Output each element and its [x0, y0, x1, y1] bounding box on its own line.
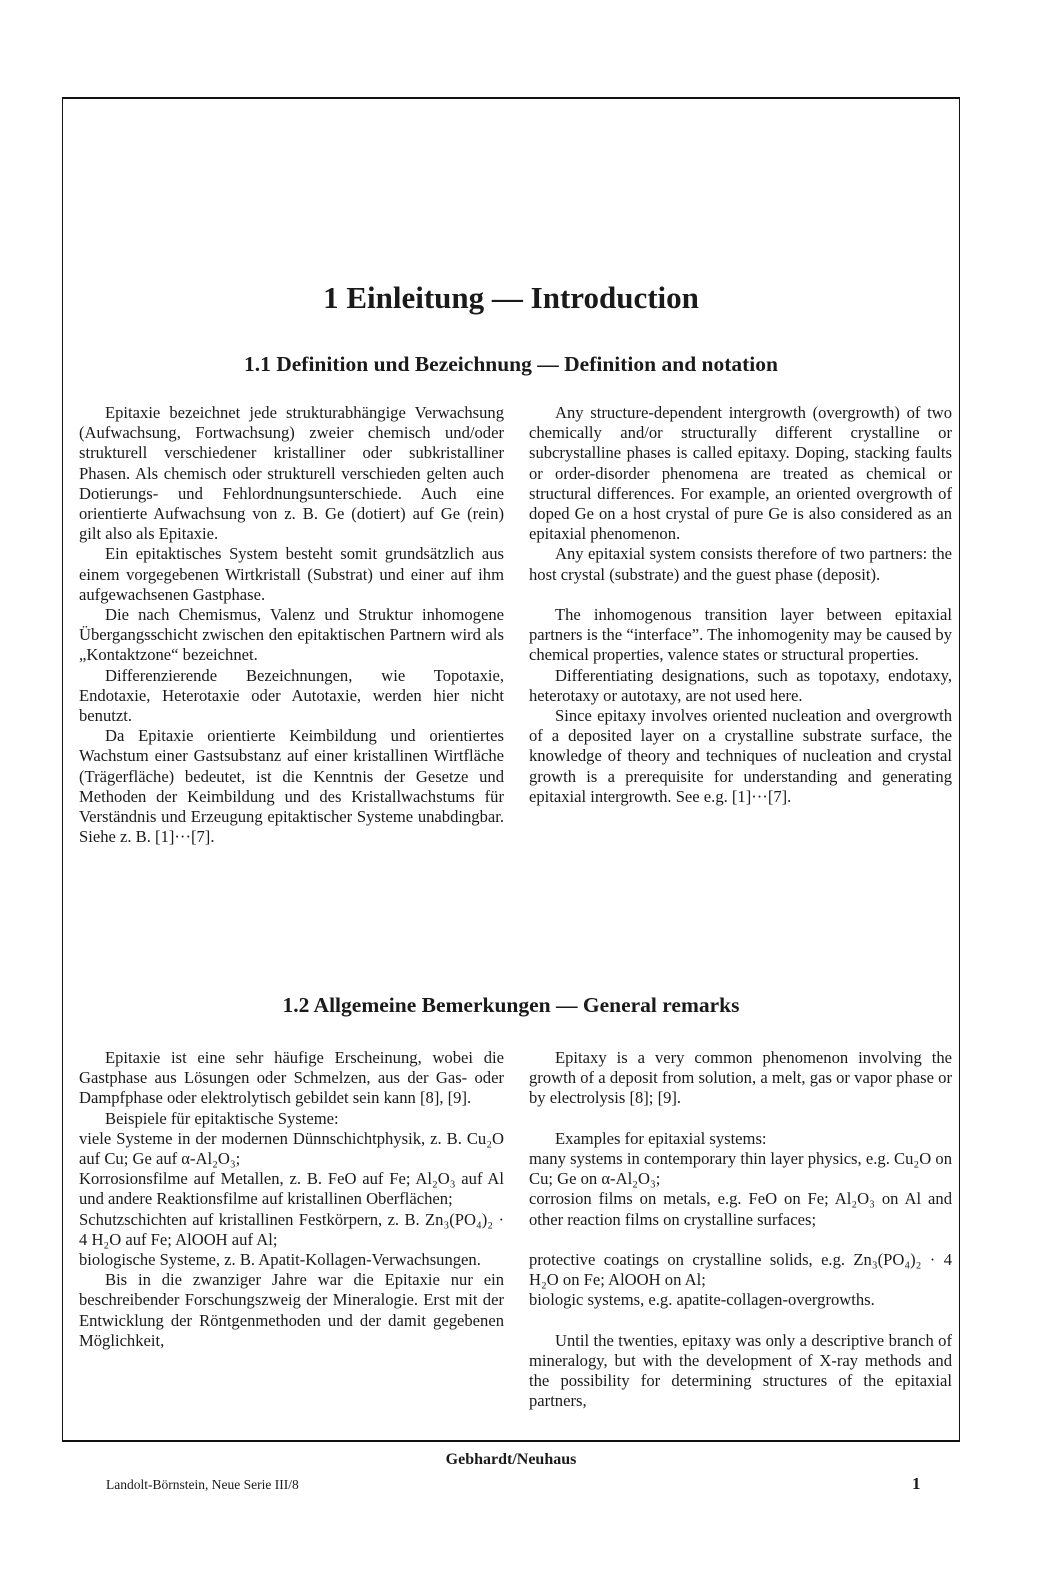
section-1-2-german-column [79, 1048, 504, 1351]
paragraph: Since epitaxy involves oriented nucleation and overgrowth of a deposited layer on a crystalline substrate surface, the knowledge of theory and techniques of nucleation and crystal growth is a prerequisite for understanding and generating epitaxial intergrowth. See e.g. [1]···[7]. [529, 706, 952, 806]
paragraph: Any structure-dependent intergrowth (overgrowth) of two chemically and/or structurally different crystalline or subcrystalline phases is called epitaxy. Doping, stacking faults or order-disorder phenomena are treated as chemical or structural differences. For example, an oriented overgrowth of doped Ge on a host crystal of pure Ge is also considered as an epitaxial phenomenon. [529, 403, 952, 544]
paragraph: Beispiele für epitaktische Systeme: [105, 1108, 339, 1128]
paragraph: Da Epitaxie orientierte Keimbildung und orientiertes Wachstum einer Gastsubstanz auf einer kristallinen Wirtfläche (Trägerfläche) bedeutet, ist die Kenntnis der Gesetze und Methoden der Keimbildung und des Kristallwachstums für Verständnis und Erzeugung epitaktischer Systeme unabdingbar. Siehe z. B. [1]···[7]. [79, 726, 504, 847]
paragraph: Epitaxie bezeichnet jede strukturabhängige Verwachsung (Aufwachsung, Fortwachsung) zweier chemisch und/oder strukturell verschiedener kristalliner oder subkristalliner Phasen. Als chemisch oder strukturell verschieden gelten auch Dotierungs- und Fehlordnungsunterschiede. Auch eine orientierte Aufwachsung von z. B. Ge (dotiert) auf Ge (rein) gilt also als Epitaxie. [79, 403, 504, 544]
list-item: corrosion films on metals, e.g. FeO on Fe; Al₂O₃ on Al and other reaction films on crystalline surfaces; [529, 1189, 952, 1229]
paragraph: Epitaxie ist eine sehr häufige Erscheinung, wobei die Gastphase aus Lösungen oder Schmelzen, aus der Gas- oder Dampfphase oder elektrolytisch gebildet sein kann [8], [9]. [79, 1048, 504, 1108]
paragraph: Differenzierende Bezeichnungen, wie Topotaxie, Endotaxie, Heterotaxie oder Autotaxie, werden hier nicht benutzt. [79, 665, 504, 726]
page-number: 1 [912, 1474, 921, 1493]
paragraph: Ein epitaktisches System besteht somit grundsätzlich aus einem vorgegebenen Wirtkristall (Substrat) und einer auf ihm aufgewachsenen Gastphase. [79, 544, 504, 604]
paragraph: Epitaxy is a very common phenomenon involving the growth of a deposit from solution, a melt, gas or vapor phase or by electrolysis [8]; [9]. [529, 1048, 952, 1108]
list-item: biologic systems, e.g. apatite-collagen-overgrowths. [529, 1290, 875, 1310]
list-item: many systems in contemporary thin layer physics, e.g. Cu₂O on Cu; Ge on α-Al₂O₃; [529, 1149, 952, 1189]
footer-series: Landolt-Börnstein, Neue Serie III/8 [106, 1477, 299, 1492]
footer-authors: Gebhardt/Neuhaus [445, 1451, 577, 1468]
paragraph: Any epitaxial system consists therefore of two partners: the host crystal (substrate) and the guest phase (deposit). [529, 544, 952, 584]
paragraph: Die nach Chemismus, Valenz und Struktur inhomogene Übergangsschicht zwischen den epitaktischen Partnern wird als „Kontaktzone“ bezeichnet. [79, 605, 504, 665]
chapter-title: 1 Einleitung — Introduction [323, 280, 699, 315]
section-1-1-title: 1.1 Definition und Bezeichnung — Definition and notation [243, 352, 778, 376]
list-item: viele Systeme in der modernen Dünnschichtphysik, z. B. Cu₂O auf Cu; Ge auf α-Al₂O₃; [79, 1128, 504, 1169]
list-item: Schutzschichten auf kristallinen Festkörpern, z. B. Zn₃(PO₄)₂ · 4 H₂O auf Fe; AlOOH auf Al; [79, 1209, 504, 1249]
paragraph: The inhomogenous transition layer between epitaxial partners is the “interface”. The inhomogenity may be caused by chemical properties, valence states or structural properties. [529, 605, 952, 665]
section-1-1-english-column [529, 403, 952, 807]
section-1-1-german-column [79, 403, 504, 847]
paragraph: Bis in die zwanziger Jahre war die Epitaxie nur ein beschreibender Forschungszweig der Mineralogie. Erst mit der Entwicklung der Röntgenmethoden und der damit gegebenen Möglichkeit, [79, 1270, 504, 1350]
paragraph: Differentiating designations, such as topotaxy, endotaxy, heterotaxy or autotaxy, are not used here. [529, 665, 952, 705]
list-item: protective coatings on crystalline solids, e.g. Zn₃(PO₄)₂ · 4 H₂O on Fe; AlOOH on Al; [529, 1250, 952, 1290]
paragraph: Examples for epitaxial systems: [555, 1128, 767, 1148]
section-1-2-title: 1.2 Allgemeine Bemerkungen — General remarks [282, 993, 740, 1017]
list-item: Korrosionsfilme auf Metallen, z. B. FeO auf Fe; Al₂O₃ auf Al und andere Reaktionsfilme auf kristallinen Oberflächen; [79, 1169, 504, 1209]
paragraph: Until the twenties, epitaxy was only a descriptive branch of mineralogy, but with the development of X-ray methods and the possibility for determining structures of the epitaxial partners, [529, 1330, 952, 1411]
section-1-2-english-column [529, 1048, 952, 1412]
list-item: biologische Systeme, z. B. Apatit-Kollagen-Verwachsungen. [79, 1250, 481, 1270]
